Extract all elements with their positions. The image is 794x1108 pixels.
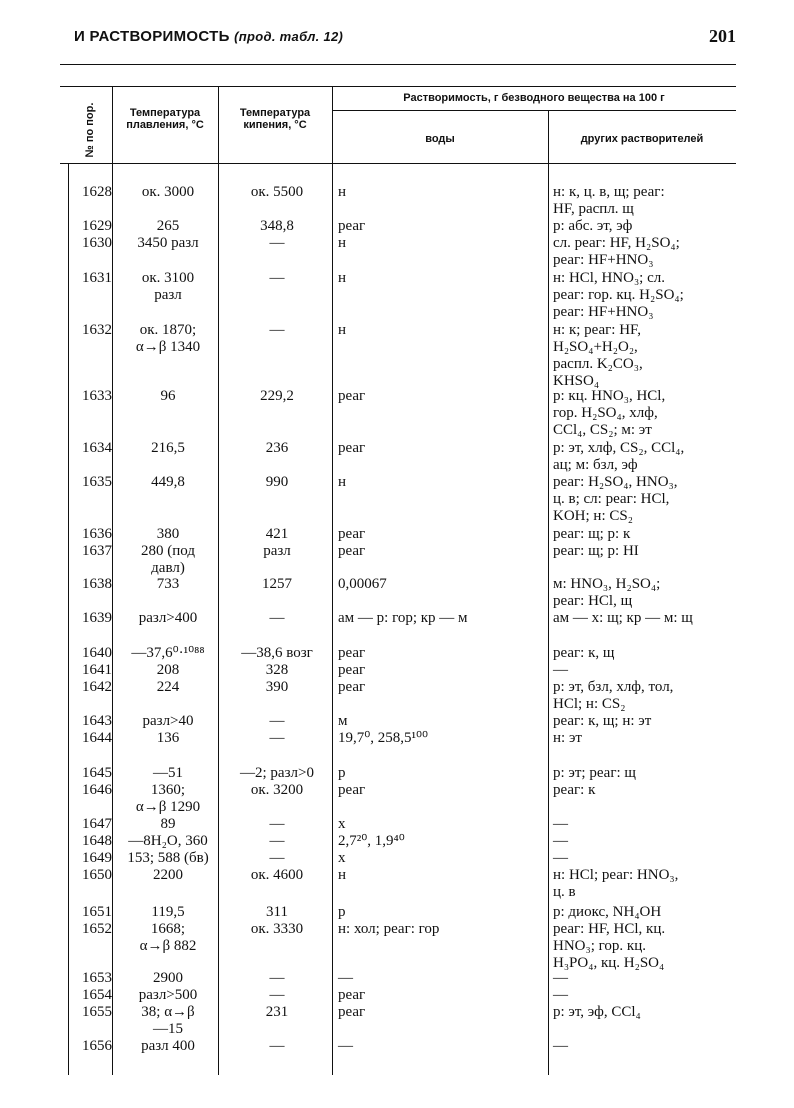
melting-point: разл>400 <box>138 610 198 626</box>
boiling-point: —38,6 возг 328 390 <box>241 645 313 695</box>
row-number: 1645 1646 <box>82 765 112 798</box>
other-solvents: ам — х: щ; кр — м: щ <box>553 610 693 626</box>
melting-point: разл>40 136 <box>142 713 194 746</box>
col-solubility-header: Растворимость, г безводного вещества на 100 г <box>403 92 665 104</box>
other-solvents: реаг: H₂SO₄, HNO₃, ц. в; сл: реаг: HCl, KOH; н: CS₂ <box>553 474 678 524</box>
row-number: 1643 1644 <box>82 713 112 746</box>
row-number: 1632 <box>82 322 112 338</box>
boiling-point: — <box>269 1038 285 1054</box>
melting-point: 733 <box>156 576 180 592</box>
water-solubility: х 2,7²⁰, 1,9⁴⁰ х н <box>338 816 405 883</box>
row-number: 1635 <box>82 474 112 490</box>
melting-point: разл 400 <box>141 1038 195 1054</box>
other-solvents: р: абс. эт, эф сл. реаг: HF, H₂SO₄; реаг: HF+HNO₃ <box>553 218 680 268</box>
row-number: 1653 1654 1655 <box>82 970 112 1020</box>
col-number-header: № по пор. <box>84 102 96 158</box>
water-solubility: реаг реаг <box>338 526 366 559</box>
melting-point: 449,8 <box>151 474 185 490</box>
boiling-point: — <box>269 270 285 286</box>
row-number: 1631 <box>82 270 112 286</box>
boiling-point: 990 <box>265 474 289 490</box>
row-number: 1647 1648 1649 1650 <box>82 816 112 883</box>
boiling-point: — <box>269 610 285 626</box>
other-solvents: м: HNO₃, H₂SO₄; реаг: HCl, щ <box>553 576 661 609</box>
other-solvents: н: к, ц. в, щ; реаг: HF, распл. щ <box>553 184 665 217</box>
other-solvents: — — р: эт, эф, CCl₄ <box>553 970 641 1020</box>
other-solvents: — <box>553 1038 568 1054</box>
water-solubility: — <box>338 1038 353 1054</box>
melting-point: 119,5 1668; α→β 882 <box>139 904 197 954</box>
other-solvents: н: к; реаг: HF, H₂SO₄+H₂O₂, распл. K₂CO₃, KHSO₄ <box>553 322 643 389</box>
row-number: 1640 1641 1642 <box>82 645 112 695</box>
row-number: 1636 1637 <box>82 526 112 559</box>
boiling-point: — <box>269 322 285 338</box>
table-top-rule <box>60 86 736 87</box>
other-solvents: р: кц. HNO₃, HCl, гор. H₂SO₄, хлф, CCl₄, CS₂; м: эт <box>553 388 666 438</box>
row-number: 1651 1652 <box>82 904 112 937</box>
water-solubility: н <box>338 322 347 338</box>
header-divider-4 <box>548 110 549 163</box>
other-solvents: н: HCl, HNO₃; сл. реаг: гор. кц. H₂SO₄; реаг: HF+HNO₃ <box>553 270 684 320</box>
boiling-point: 1257 <box>262 576 292 592</box>
melting-point: —37,6⁰·¹⁰⁸⁸ 208 224 <box>131 645 205 695</box>
other-solvents: реаг: к, щ; н: эт н: эт <box>553 713 652 746</box>
melting-point: 380 280 (под давл) <box>141 526 195 576</box>
table-header-rule <box>60 163 736 164</box>
other-solvents: р: эт, хлф, CS₂, CCl₄, ац; м: бзл, эф <box>553 440 685 473</box>
row-number: 1633 <box>82 388 112 404</box>
other-solvents: реаг: щ; р: к реаг: щ; р: HI <box>553 526 639 559</box>
melting-point: ок. 1870; α→β 1340 <box>135 322 201 355</box>
boiling-point: 311 ок. 3330 <box>250 904 304 937</box>
other-solvents: р: диокс, NH₄OH реаг: HF, HCl, кц. HNO₃; гор. кц. H₃PO₄, кц. H₂SO₄ <box>553 904 666 971</box>
melting-point: 216,5 <box>151 440 185 456</box>
water-solubility: н <box>338 270 347 286</box>
row-number: 1629 1630 <box>82 218 112 251</box>
boiling-point: 348,8 — <box>260 218 294 251</box>
water-solubility: реаг н <box>338 218 366 251</box>
water-solubility: 0,00067 <box>338 576 387 592</box>
melting-point: 2900 разл>500 38; α→β —15 <box>138 970 198 1037</box>
header-divider-2 <box>218 86 219 163</box>
col-water-header: воды <box>425 133 455 145</box>
header-rule <box>60 64 736 65</box>
water-solubility: реаг <box>338 440 366 456</box>
row-number: 1638 <box>82 576 112 592</box>
water-solubility: н <box>338 184 347 200</box>
running-subtitle: (прод. табл. 12) <box>234 29 344 44</box>
col-other-header: других растворителей <box>580 133 704 145</box>
melting-point: 265 3450 разл <box>137 218 199 251</box>
col-melting-header: Температура плавления, °С <box>126 107 204 131</box>
header-divider-3 <box>332 86 333 163</box>
water-solubility: р реаг <box>338 765 366 798</box>
row-number: 1656 <box>82 1038 112 1054</box>
melting-point: ок. 3100 разл <box>141 270 195 303</box>
body-rule-3 <box>332 163 333 1075</box>
water-solubility: — реаг реаг <box>338 970 366 1020</box>
other-solvents: р: эт; реаг: щ реаг: к <box>553 765 636 798</box>
water-solubility: реаг реаг реаг <box>338 645 366 695</box>
other-solvents: — — — н: HCl; реаг: HNO₃, ц. в <box>553 816 679 900</box>
boiling-point: — — — ок. 4600 <box>250 816 304 883</box>
boiling-point: — — <box>269 713 285 746</box>
water-solubility: ам — р: гор; кр — м <box>338 610 468 626</box>
melting-point: ок. 3000 <box>141 184 195 200</box>
col-boiling-header: Температура кипения, °С <box>239 107 311 131</box>
page-number: 201 <box>709 26 736 46</box>
boiling-point: —2; разл>0 ок. 3200 <box>240 765 314 798</box>
melting-point: —51 1360; α→β 1290 <box>135 765 201 815</box>
boiling-point: 421 разл <box>263 526 291 559</box>
water-solubility: реаг <box>338 388 366 404</box>
solubility-subrule <box>332 110 736 111</box>
water-solubility: н <box>338 474 347 490</box>
row-number: 1639 <box>82 610 112 626</box>
boiling-point: — — 231 <box>265 970 289 1020</box>
boiling-point: 229,2 <box>260 388 294 404</box>
row-number: 1634 <box>82 440 112 456</box>
boiling-point: 236 <box>265 440 289 456</box>
boiling-point: ок. 5500 <box>250 184 304 200</box>
page-header <box>74 24 736 54</box>
row-number: 1628 <box>82 184 112 200</box>
water-solubility: м 19,7⁰, 258,5¹⁰⁰ <box>338 713 429 746</box>
running-title: И РАСТВОРИМОСТЬ (прод. табл. 12) <box>74 28 344 45</box>
melting-point: 89 —8H₂O, 360 153; 588 (бв) 2200 <box>127 816 209 883</box>
body-rule-4 <box>548 163 549 1075</box>
water-solubility: р н: хол; реаг: гор <box>338 904 440 937</box>
melting-point: 96 <box>160 388 176 404</box>
other-solvents: реаг: к, щ — р: эт, бзл, хлф, тол, HCl; н: CS₂ <box>553 645 674 712</box>
